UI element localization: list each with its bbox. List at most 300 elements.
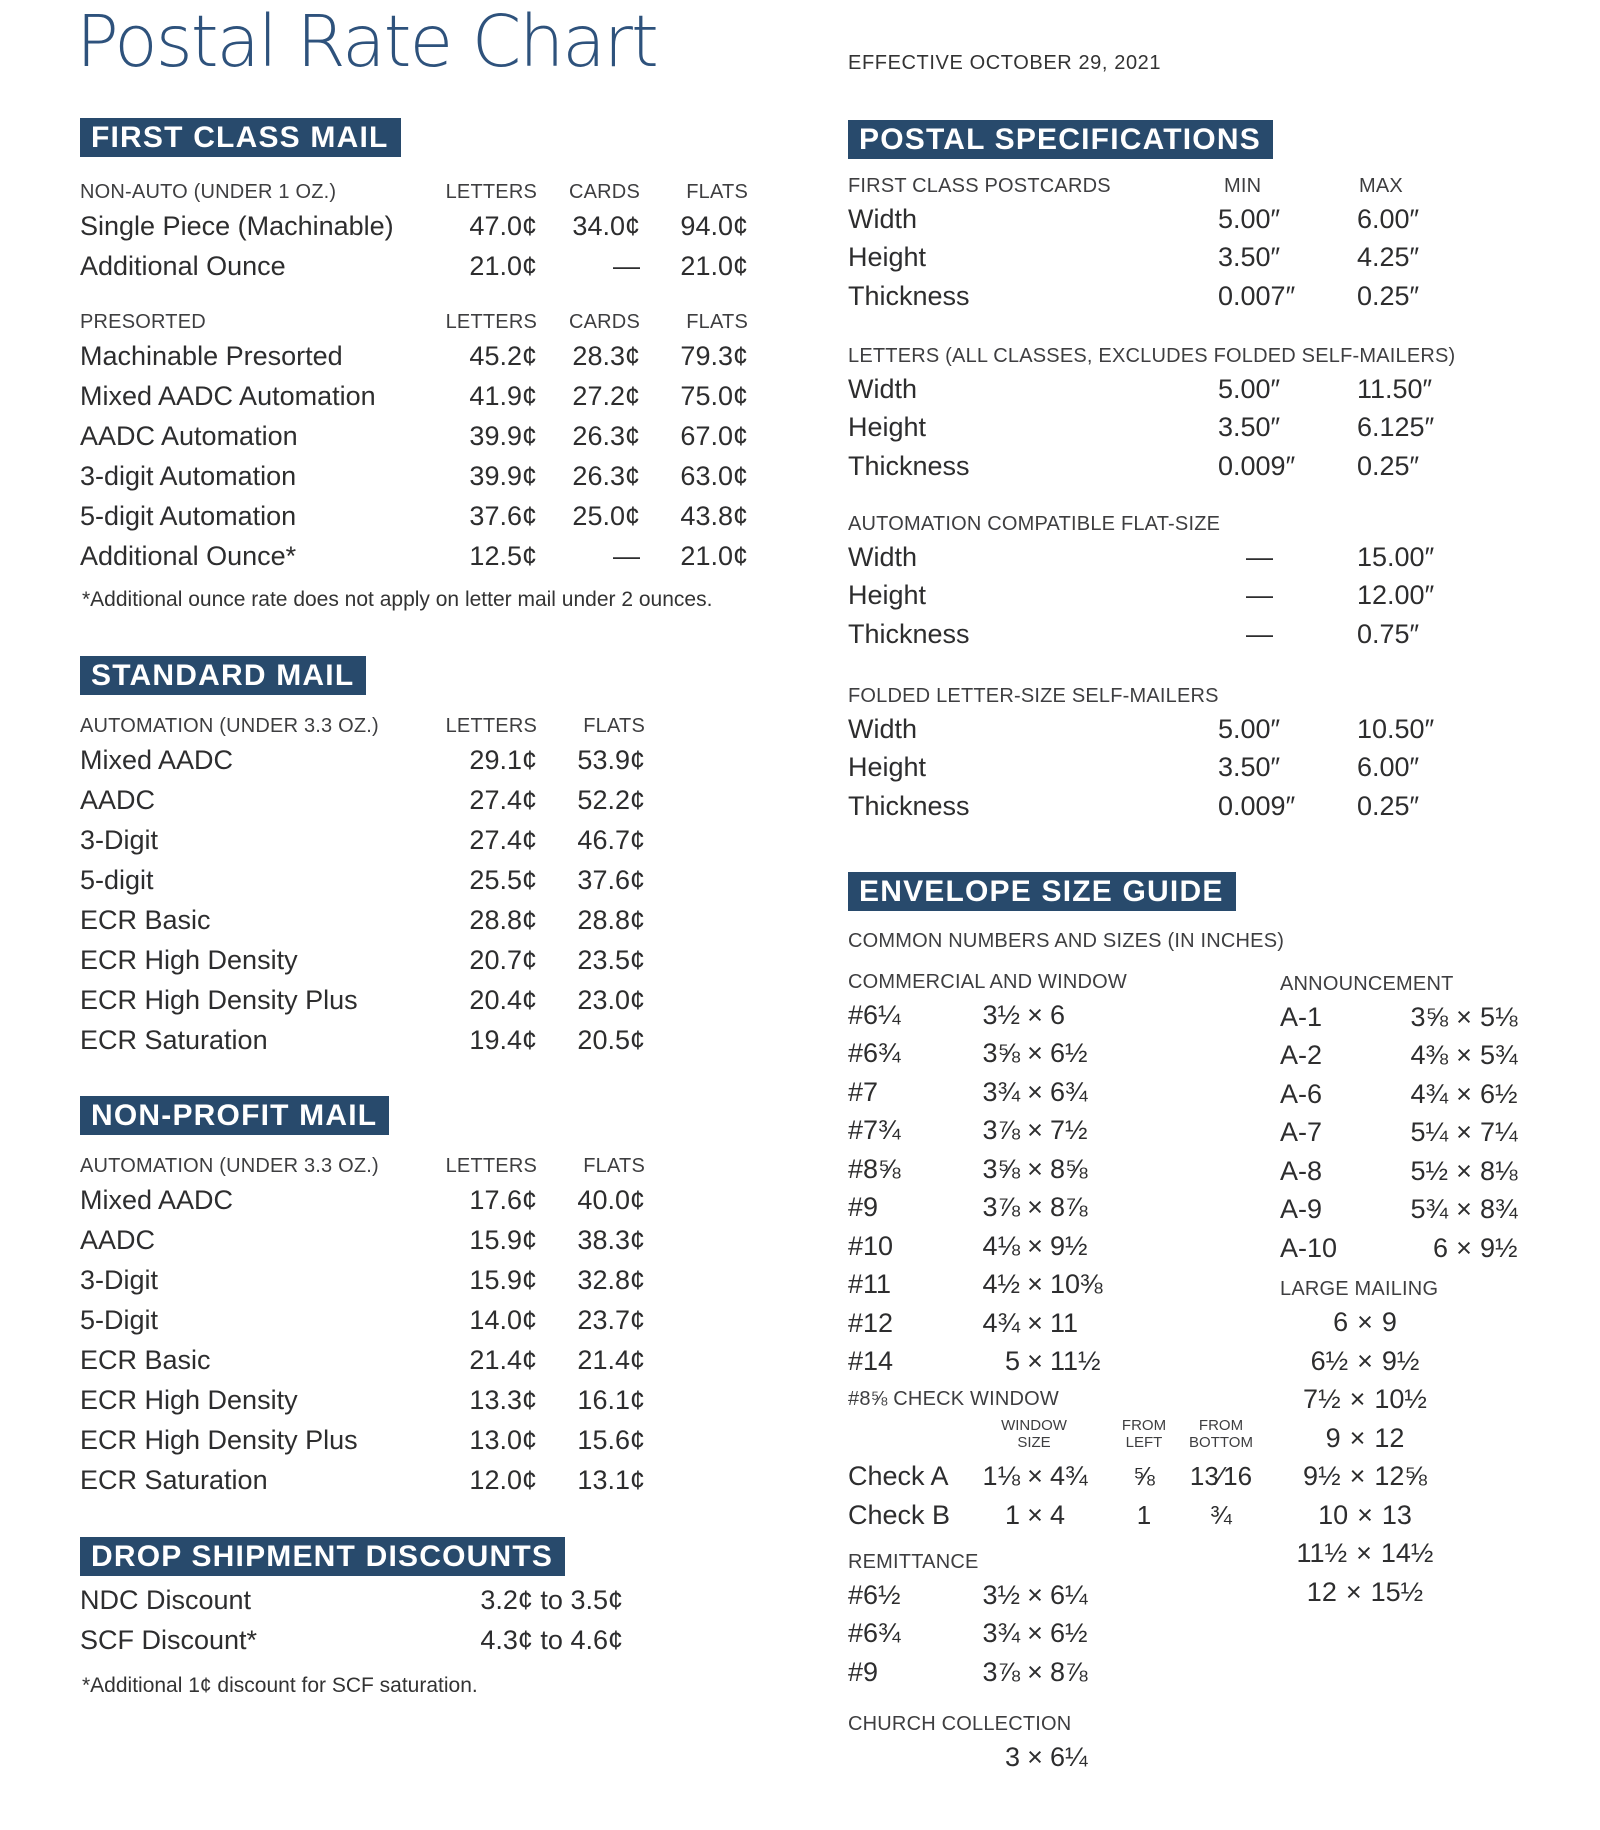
- group-label: ANNOUNCEMENT: [1280, 973, 1454, 995]
- cell-number: #6¾: [848, 1038, 901, 1069]
- cell-width: 10: [1318, 1499, 1349, 1530]
- cell-min: 3.50″: [1218, 752, 1281, 783]
- cell-label: Check A: [848, 1461, 949, 1491]
- column-flats: FLATS: [583, 714, 645, 737]
- cell-min: 0.007″: [1218, 280, 1296, 311]
- cell-from-left: ⅝: [1133, 1461, 1155, 1491]
- table-header-row: [80, 1152, 645, 1180]
- specs-group-postcards: [848, 172, 1548, 316]
- cell-width: 6½: [1310, 1345, 1349, 1376]
- table-row: [80, 1620, 623, 1660]
- cell-letters: 47.0¢: [469, 210, 537, 241]
- cell-height: 10½: [1374, 1384, 1427, 1414]
- column-letters: LETTERS: [445, 1154, 537, 1177]
- size-row: [848, 1112, 1248, 1151]
- times-symbol: ×: [1349, 1384, 1366, 1414]
- cell-number: #10: [848, 1230, 894, 1261]
- cell-label: AADC: [80, 784, 156, 815]
- size-row: [1280, 1191, 1535, 1230]
- table-row: [80, 780, 645, 820]
- size-row: [848, 1266, 1248, 1305]
- envelope-remittance-list: [848, 1551, 1248, 1692]
- times-symbol: ×: [1456, 1232, 1472, 1263]
- column-letters: LETTERS: [445, 180, 537, 203]
- cell-letters: 39.9¢: [469, 420, 537, 451]
- section-header-first-class-mail: FIRST CLASS MAIL: [80, 118, 401, 157]
- cell-label: AADC: [80, 1224, 156, 1255]
- cell-letters: 12.0¢: [469, 1464, 537, 1495]
- cell-flats: 28.8¢: [577, 904, 645, 935]
- times-symbol: ×: [1349, 1461, 1366, 1491]
- cell-height: 11: [1050, 1307, 1079, 1338]
- table-row: [80, 536, 752, 576]
- cell-width: 1: [1004, 1500, 1020, 1530]
- group-label: LARGE MAILING: [1280, 1278, 1439, 1300]
- cell-letters: 27.4¢: [469, 784, 537, 815]
- cell-flats: 21.4¢: [577, 1344, 645, 1375]
- times-symbol: ×: [1027, 1269, 1043, 1300]
- check-header-row: [848, 1417, 1268, 1451]
- size-row: [1280, 1075, 1535, 1114]
- times-symbol: ×: [1027, 1579, 1043, 1610]
- group-label: NON-AUTO (UNDER 1 OZ.): [80, 180, 337, 203]
- table-header-row: [80, 712, 645, 740]
- size-row: [848, 1738, 1248, 1777]
- cell-number: A-6: [1280, 1078, 1323, 1109]
- cell-label: SCF Discount*: [80, 1624, 258, 1655]
- table-row: [80, 1460, 645, 1500]
- cell-label: 3-digit Automation: [80, 460, 297, 491]
- cell-width: 3⅞: [982, 1115, 1020, 1146]
- table-row: [848, 239, 1548, 278]
- cell-flats: 38.3¢: [577, 1224, 645, 1255]
- cell-flats: 15.6¢: [577, 1424, 645, 1455]
- first-class-presorted-table: [80, 308, 752, 576]
- cell-height: 6½: [1480, 1078, 1518, 1109]
- envelope-subtitle: COMMON NUMBERS AND SIZES (IN INCHES): [848, 930, 1285, 952]
- cell-label: ECR Saturation: [80, 1024, 268, 1055]
- cell-height: 4: [1050, 1500, 1066, 1530]
- cell-cards: 27.2¢: [572, 380, 640, 411]
- size-row: [848, 1576, 1248, 1615]
- size-row: [848, 1304, 1248, 1343]
- cell-height: 11½: [1050, 1346, 1101, 1377]
- cell-number: #11: [848, 1269, 892, 1300]
- group-label: LETTERS (ALL CLASSES, EXCLUDES FOLDED SELF-MAILERS): [848, 344, 1456, 367]
- cell-height: 12⅝: [1374, 1461, 1427, 1491]
- cell-height: 10⅜: [1050, 1269, 1103, 1300]
- times-symbol: ×: [1357, 1499, 1373, 1530]
- size-row: [1280, 1342, 1450, 1381]
- cell-height: 4¾: [1050, 1461, 1088, 1491]
- cell-flats: 37.6¢: [577, 864, 645, 895]
- cell-label: 5-digit: [80, 864, 154, 895]
- group-label: FOLDED LETTER-SIZE SELF-MAILERS: [848, 684, 1219, 707]
- cell-width: 3⅞: [982, 1656, 1020, 1687]
- specs-group-letters: [848, 342, 1548, 486]
- size-row: [1280, 1457, 1450, 1496]
- group-label: FIRST CLASS POSTCARDS: [848, 174, 1111, 197]
- cell-width: 3⅝: [982, 1153, 1020, 1184]
- cell-label: Thickness: [848, 450, 970, 481]
- cell-width: 4⅜: [1410, 1040, 1448, 1071]
- cell-letters: 17.6¢: [469, 1184, 537, 1215]
- cell-max: 0.75″: [1357, 618, 1420, 649]
- times-symbol: ×: [1027, 1500, 1043, 1530]
- cell-number: #7: [848, 1076, 879, 1107]
- cell-label: Height: [848, 752, 927, 783]
- spacer: [848, 1417, 960, 1451]
- cell-width: 3½: [982, 999, 1020, 1030]
- cell-width: 5¾: [1410, 1194, 1448, 1225]
- times-symbol: ×: [1027, 1656, 1043, 1687]
- cell-number: A-9: [1280, 1194, 1323, 1225]
- effective-date: EFFECTIVE OCTOBER 29, 2021: [848, 52, 1162, 74]
- column-cards: CARDS: [568, 310, 640, 333]
- table-row: [80, 980, 645, 1020]
- envelope-announcement-list: [1280, 973, 1535, 1268]
- cell-letters: 20.7¢: [469, 944, 537, 975]
- cell-height: 7¼: [1480, 1117, 1518, 1148]
- column-from-bottom: FROM BOTTOM: [1189, 1417, 1253, 1451]
- cell-label: ECR High Density Plus: [80, 984, 358, 1015]
- table-row: [848, 749, 1548, 788]
- cell-width: 7½: [1303, 1384, 1341, 1414]
- cell-letters: 29.1¢: [469, 744, 537, 775]
- cell-number: #6¾: [848, 1618, 901, 1649]
- size-row: [848, 1073, 1248, 1112]
- cell-width: 5½: [1410, 1155, 1448, 1186]
- table-row: [80, 940, 645, 980]
- times-symbol: ×: [1456, 1194, 1472, 1225]
- cell-letters: 19.4¢: [469, 1024, 537, 1055]
- cell-label: ECR Saturation: [80, 1464, 268, 1495]
- cell-width: 4¾: [1410, 1078, 1448, 1109]
- cell-height: 5⅛: [1480, 1001, 1518, 1032]
- cell-min: 3.50″: [1218, 412, 1281, 443]
- cell-width: 5¼: [1410, 1117, 1448, 1148]
- cell-label: Mixed AADC Automation: [80, 380, 376, 411]
- cell-number: #8⅝: [848, 1153, 901, 1184]
- non-profit-mail-table: [80, 1152, 645, 1500]
- table-row: [80, 860, 645, 900]
- cell-height: 6¼: [1050, 1741, 1088, 1772]
- cell-width: 6: [1432, 1232, 1448, 1263]
- cell-height: 6: [1050, 999, 1066, 1030]
- times-symbol: ×: [1345, 1576, 1362, 1607]
- table-row: [80, 246, 752, 286]
- table-row: [848, 447, 1548, 486]
- cell-width: 12: [1306, 1576, 1337, 1607]
- cell-label: ECR High Density: [80, 1384, 298, 1415]
- size-row: [1280, 998, 1535, 1037]
- cell-width: 3: [1004, 1741, 1020, 1772]
- size-row: [1280, 1380, 1450, 1419]
- cell-letters: 20.4¢: [469, 984, 537, 1015]
- size-row: [1280, 1303, 1450, 1342]
- table-row: [80, 1300, 645, 1340]
- size-row: [1280, 1037, 1535, 1076]
- table-row: [80, 1220, 645, 1260]
- cell-label: 5-digit Automation: [80, 500, 297, 531]
- cell-cards: —: [613, 250, 640, 281]
- cell-height: 9½: [1381, 1345, 1420, 1376]
- table-row: [848, 615, 1548, 654]
- cell-letters: 39.9¢: [469, 460, 537, 491]
- times-symbol: ×: [1027, 1307, 1043, 1338]
- cell-flats: 79.3¢: [680, 340, 748, 371]
- table-row: [848, 370, 1548, 409]
- table-row: [80, 376, 752, 416]
- table-row: [80, 1340, 645, 1380]
- cell-label: ECR Basic: [80, 1344, 211, 1375]
- column-min: MIN: [1224, 174, 1262, 197]
- table-row: [80, 1380, 645, 1420]
- table-row: [848, 538, 1548, 577]
- column-from-left: FROM LEFT: [1121, 1417, 1167, 1451]
- size-row: [848, 1653, 1248, 1692]
- cell-max: 4.25″: [1357, 242, 1420, 273]
- section-header-drop-shipment: DROP SHIPMENT DISCOUNTS: [80, 1537, 565, 1576]
- table-row: [80, 496, 752, 536]
- cell-number: #14: [848, 1346, 894, 1377]
- table-row: [80, 1020, 645, 1060]
- cell-min: 5.00″: [1218, 373, 1281, 404]
- table-row: [848, 710, 1548, 749]
- cell-flats: 94.0¢: [680, 210, 748, 241]
- cell-letters: 13.0¢: [469, 1424, 537, 1455]
- cell-number: #9: [848, 1192, 879, 1223]
- cell-height: 15½: [1370, 1576, 1424, 1607]
- envelope-commercial-list: [848, 971, 1248, 1381]
- times-symbol: ×: [1027, 1230, 1043, 1261]
- cell-flats: 63.0¢: [680, 460, 748, 491]
- cell-height: 8⅝: [1050, 1153, 1088, 1184]
- cell-label: Thickness: [848, 790, 970, 821]
- times-symbol: ×: [1456, 1001, 1472, 1032]
- column-flats: FLATS: [686, 180, 748, 203]
- cell-height: 6½: [1050, 1038, 1088, 1069]
- cell-letters: 21.4¢: [469, 1344, 537, 1375]
- cell-min: 3.50″: [1218, 242, 1281, 273]
- table-row: [80, 416, 752, 456]
- cell-height: 6¾: [1050, 1076, 1088, 1107]
- cell-number: #12: [848, 1307, 894, 1338]
- cell-label: Additional Ounce: [80, 250, 286, 281]
- table-row: [848, 787, 1548, 826]
- cell-height: 6½: [1050, 1618, 1088, 1649]
- cell-width: 3¾: [982, 1618, 1020, 1649]
- column-flats: FLATS: [686, 310, 748, 333]
- times-symbol: ×: [1456, 1117, 1472, 1148]
- cell-max: 12.00″: [1357, 580, 1435, 611]
- size-row: [1280, 1229, 1535, 1268]
- cell-min: 0.009″: [1218, 790, 1296, 821]
- column-letters: LETTERS: [445, 714, 537, 737]
- group-label: REMITTANCE: [848, 1551, 979, 1573]
- times-symbol: ×: [1027, 1076, 1043, 1107]
- size-row: [848, 1150, 1248, 1189]
- cell-max: 6.125″: [1357, 412, 1435, 443]
- cell-width: 3⅝: [1410, 1001, 1448, 1032]
- cell-number: A-2: [1280, 1040, 1323, 1071]
- cell-max: 10.50″: [1357, 713, 1435, 744]
- cell-height: 9½: [1480, 1232, 1518, 1263]
- cell-width: 9: [1325, 1422, 1341, 1453]
- cell-label: Additional Ounce*: [80, 540, 297, 571]
- cell-label: ECR High Density: [80, 944, 298, 975]
- cell-letters: 41.9¢: [469, 380, 537, 411]
- cell-label: Check B: [848, 1500, 951, 1530]
- table-row: [80, 336, 752, 376]
- cell-letters: 15.9¢: [469, 1264, 537, 1295]
- column-max: MAX: [1359, 174, 1403, 197]
- table-row: [80, 1260, 645, 1300]
- cell-cards: 25.0¢: [572, 500, 640, 531]
- cell-width: 11½: [1296, 1538, 1348, 1568]
- times-symbol: ×: [1357, 1307, 1373, 1337]
- size-row: [1280, 1573, 1450, 1612]
- section-header-non-profit-mail: NON-PROFIT MAIL: [80, 1096, 389, 1135]
- group-label: #8⅝ CHECK WINDOW: [848, 1388, 1060, 1410]
- cell-number: #6½: [848, 1579, 901, 1610]
- cell-height: 13: [1381, 1499, 1412, 1530]
- cell-flats: 21.0¢: [680, 540, 748, 571]
- cell-flats: 40.0¢: [577, 1184, 645, 1215]
- cell-min: 0.009″: [1218, 450, 1296, 481]
- cell-label: AADC Automation: [80, 420, 298, 451]
- cell-min: —: [1246, 618, 1273, 649]
- cell-height: 6¼: [1050, 1579, 1088, 1610]
- cell-width: 4½: [982, 1269, 1020, 1300]
- cell-letters: 21.0¢: [469, 250, 537, 281]
- cell-value: 4.3¢ to 4.6¢: [480, 1624, 623, 1655]
- cell-flats: 20.5¢: [577, 1024, 645, 1055]
- cell-max: 0.25″: [1357, 450, 1420, 481]
- cell-width: 4¾: [982, 1307, 1020, 1338]
- column-letters: LETTERS: [445, 310, 537, 333]
- table-row: [848, 200, 1548, 239]
- column-flats: FLATS: [583, 1154, 645, 1177]
- envelope-check-window: [848, 1388, 1268, 1535]
- cell-height: 9: [1381, 1307, 1397, 1337]
- cell-flats: 32.8¢: [577, 1264, 645, 1295]
- cell-cards: 28.3¢: [572, 340, 640, 371]
- cell-max: 6.00″: [1357, 752, 1420, 783]
- cell-label: Machinable Presorted: [80, 340, 343, 371]
- table-header-row: [848, 682, 1548, 710]
- times-symbol: ×: [1356, 1538, 1372, 1568]
- times-symbol: ×: [1027, 1618, 1043, 1649]
- size-row: [1280, 1152, 1535, 1191]
- cell-number: A-10: [1280, 1232, 1338, 1263]
- cell-label: Width: [848, 203, 918, 234]
- cell-from-bottom: 13⁄16: [1189, 1461, 1253, 1491]
- cell-label: Width: [848, 373, 918, 404]
- table-header-row: [848, 342, 1548, 370]
- cell-label: Thickness: [848, 280, 970, 311]
- size-row: [1280, 1496, 1450, 1535]
- cell-number: A-1: [1280, 1001, 1323, 1032]
- table-row: [80, 206, 752, 246]
- cell-max: 0.25″: [1357, 280, 1420, 311]
- drop-shipment-table: [80, 1580, 623, 1660]
- check-row: [848, 1496, 1268, 1535]
- cell-letters: 15.9¢: [469, 1224, 537, 1255]
- cell-label: Width: [848, 713, 918, 744]
- cell-number: #7¾: [848, 1115, 901, 1146]
- cell-label: Width: [848, 541, 918, 572]
- cell-min: 5.00″: [1218, 713, 1281, 744]
- cell-flats: 23.0¢: [577, 984, 645, 1015]
- page-title: Postal Rate Chart: [76, 0, 657, 83]
- size-row: [848, 1189, 1248, 1228]
- cell-letters: 25.5¢: [469, 864, 537, 895]
- table-row: [80, 820, 645, 860]
- cell-max: 6.00″: [1357, 203, 1420, 234]
- cell-height: 14½: [1380, 1538, 1434, 1568]
- group-label: AUTOMATION (UNDER 3.3 OZ.): [80, 714, 379, 737]
- cell-number: A-8: [1280, 1155, 1323, 1186]
- section-header-postal-specifications: POSTAL SPECIFICATIONS: [848, 120, 1273, 159]
- cell-width: 9½: [1303, 1461, 1341, 1491]
- cell-width: 3½: [982, 1579, 1020, 1610]
- times-symbol: ×: [1027, 1461, 1043, 1491]
- cell-number: #9: [848, 1656, 879, 1687]
- table-header-row: [848, 510, 1548, 538]
- cell-cards: 26.3¢: [572, 420, 640, 451]
- cell-value: 3.2¢ to 3.5¢: [480, 1584, 623, 1615]
- cell-width: 3⅞: [982, 1192, 1020, 1223]
- check-row: [848, 1457, 1268, 1496]
- cell-letters: 37.6¢: [469, 500, 537, 531]
- table-row: [80, 456, 752, 496]
- cell-height: 8⅞: [1050, 1656, 1088, 1687]
- table-row: [848, 277, 1548, 316]
- cell-max: 15.00″: [1357, 541, 1435, 572]
- times-symbol: ×: [1027, 1038, 1043, 1069]
- cell-flats: 52.2¢: [577, 784, 645, 815]
- cell-min: 5.00″: [1218, 203, 1281, 234]
- cell-label: ECR High Density Plus: [80, 1424, 358, 1455]
- cell-flats: 53.9¢: [577, 744, 645, 775]
- column-window-size: WINDOW SIZE: [1001, 1417, 1067, 1451]
- drop-shipment-footnote: *Additional 1¢ discount for SCF saturation.: [82, 1674, 478, 1697]
- cell-max: 0.25″: [1357, 790, 1420, 821]
- size-row: [1280, 1534, 1450, 1573]
- cell-width: 1⅛: [982, 1461, 1020, 1491]
- cell-flats: 23.7¢: [577, 1304, 645, 1335]
- cell-label: Mixed AADC: [80, 1184, 234, 1215]
- section-header-envelope-size-guide: ENVELOPE SIZE GUIDE: [848, 872, 1236, 911]
- cell-cards: 34.0¢: [572, 210, 640, 241]
- cell-from-bottom: ¾: [1210, 1500, 1232, 1530]
- times-symbol: ×: [1349, 1422, 1366, 1453]
- envelope-church-collection: [848, 1713, 1248, 1777]
- size-row: [1280, 1419, 1450, 1458]
- cell-width: 6: [1333, 1307, 1349, 1337]
- cell-label: 3-Digit: [80, 1264, 159, 1295]
- times-symbol: ×: [1456, 1040, 1472, 1071]
- cell-letters: 14.0¢: [469, 1304, 537, 1335]
- group-label: CHURCH COLLECTION: [848, 1713, 1072, 1735]
- cell-number: A-7: [1280, 1117, 1323, 1148]
- times-symbol: ×: [1027, 1346, 1043, 1377]
- cell-flats: 21.0¢: [680, 250, 748, 281]
- cell-letters: 45.2¢: [469, 340, 537, 371]
- size-row: [848, 996, 1248, 1035]
- cell-flats: 23.5¢: [577, 944, 645, 975]
